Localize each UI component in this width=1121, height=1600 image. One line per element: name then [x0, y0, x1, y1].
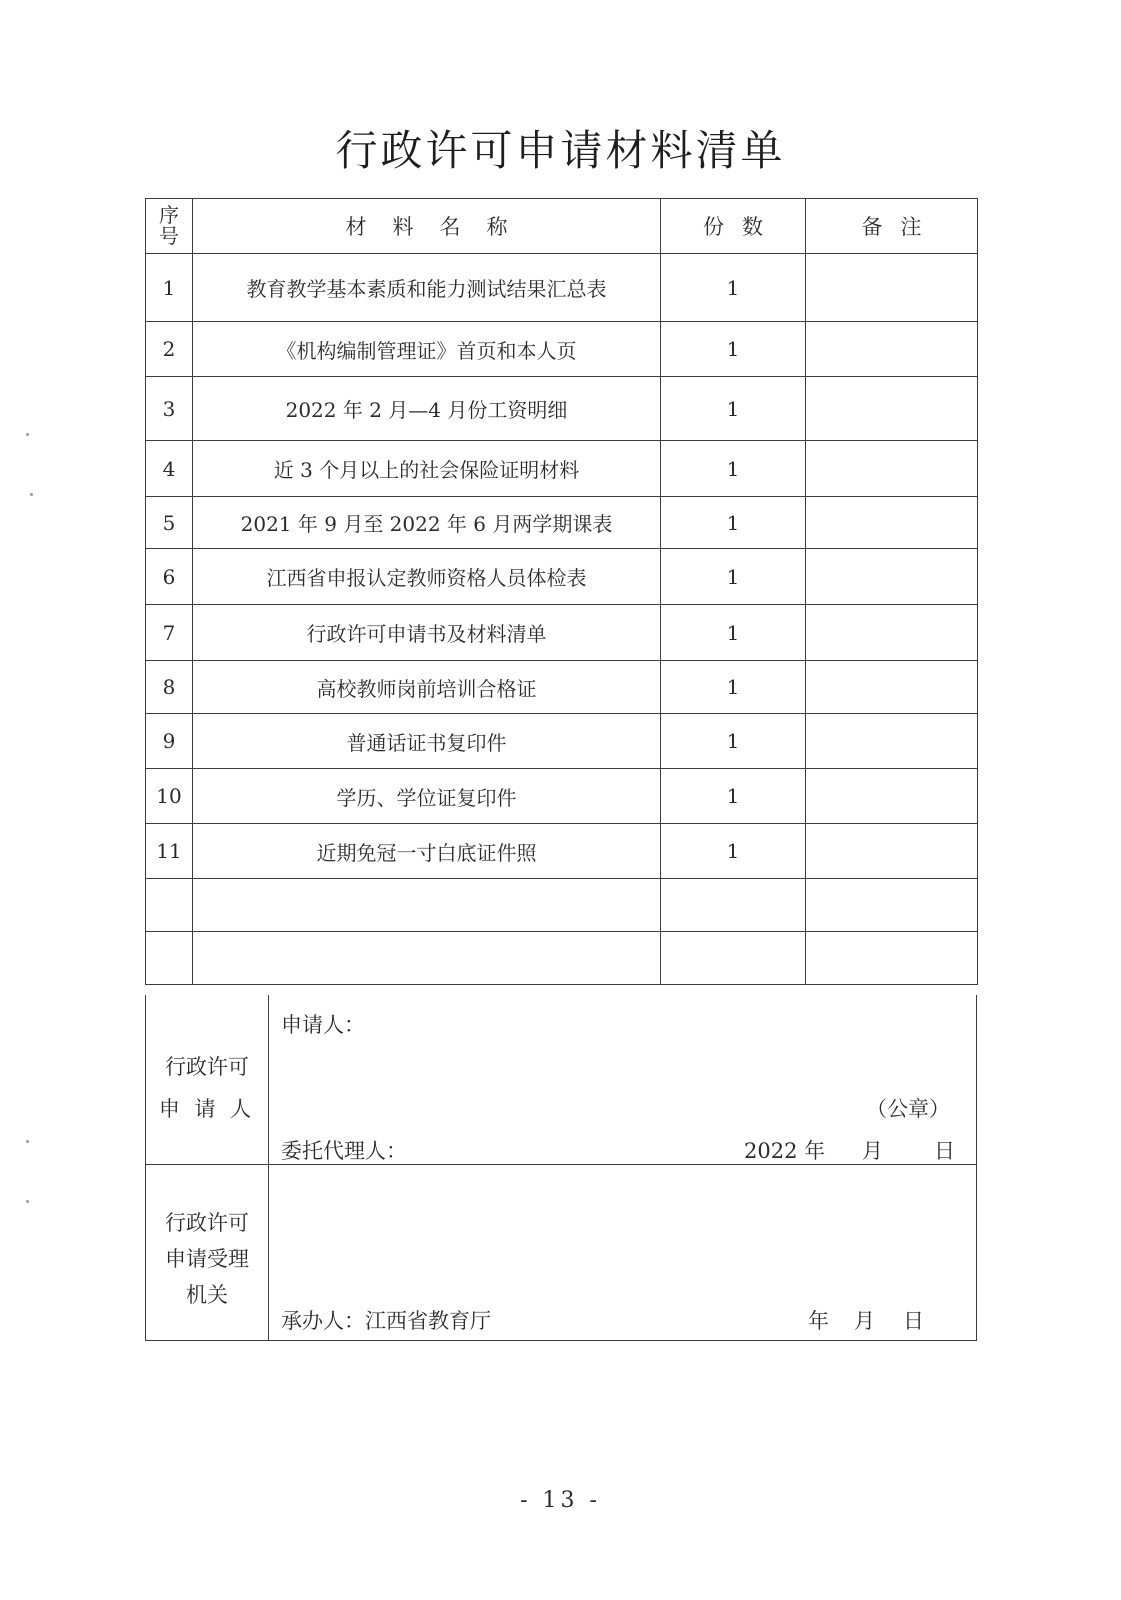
authority-section: [145, 1165, 977, 1341]
row-remark: [806, 549, 978, 605]
row-name: 行政许可申请书及材料清单: [193, 605, 661, 661]
row-name: 学历、学位证复印件: [193, 769, 661, 824]
applicant-date-year: 2022 年: [744, 1139, 826, 1163]
table-row: [146, 377, 978, 441]
row-name: 高校教师岗前培训合格证: [193, 661, 661, 714]
header-seq: [146, 199, 193, 254]
row-copies: 1: [661, 605, 806, 661]
row-seq: 2: [146, 322, 193, 377]
row-name: 2022 年 2 月—4 月份工资明细: [193, 377, 661, 441]
header-remark: 备注: [806, 199, 978, 254]
table-row: [146, 497, 978, 549]
row-seq: 7: [146, 605, 193, 661]
applicant-section-label: [146, 995, 269, 1164]
authority-section-label: [146, 1165, 269, 1340]
row-remark: [806, 254, 978, 322]
authority-label-line2: 申请受理: [165, 1247, 249, 1271]
table-row: [146, 441, 978, 497]
row-remark: [806, 824, 978, 879]
applicant-field-label: 申请人：: [281, 1013, 365, 1037]
row-seq: 1: [146, 254, 193, 322]
row-copies: 1: [661, 377, 806, 441]
page-title: 行政许可申请材料清单: [335, 126, 786, 175]
scan-speck: [30, 493, 33, 496]
row-remark: [806, 441, 978, 497]
agent-field-label: 委托代理人：: [281, 1139, 407, 1163]
table-row-empty: [146, 879, 978, 932]
table-row: [146, 322, 978, 377]
row-name: [193, 879, 661, 932]
row-remark: [806, 879, 978, 932]
scan-speck: [26, 1200, 29, 1203]
row-name: 2021 年 9 月至 2022 年 6 月两学期课表: [193, 497, 661, 549]
page-number: - 13 -: [520, 1488, 601, 1513]
row-copies: 1: [661, 769, 806, 824]
table-header-row: [146, 199, 978, 254]
row-remark: [806, 932, 978, 985]
table-row-empty: [146, 932, 978, 985]
authority-date-month: 月: [854, 1309, 875, 1333]
row-remark: [806, 714, 978, 769]
header-seq-text: 序号: [159, 203, 179, 248]
handler-field: 承办人：江西省教育厅: [281, 1309, 491, 1333]
row-copies: [661, 932, 806, 985]
row-seq: 8: [146, 661, 193, 714]
row-name: 近期免冠一寸白底证件照: [193, 824, 661, 879]
row-copies: 1: [661, 661, 806, 714]
table-row: [146, 605, 978, 661]
authority-label-line3: 机关: [186, 1283, 228, 1307]
row-remark: [806, 497, 978, 549]
table-row: [146, 549, 978, 605]
scan-speck: [26, 433, 29, 436]
table-row: [146, 769, 978, 824]
row-name: 教育教学基本素质和能力测试结果汇总表: [193, 254, 661, 322]
table-row: [146, 824, 978, 879]
applicant-label-line1: 行政许可: [165, 1055, 249, 1079]
row-seq: 6: [146, 549, 193, 605]
row-remark: [806, 769, 978, 824]
applicant-date-day: 日: [934, 1139, 955, 1163]
row-name: 《机构编制管理证》首页和本人页: [193, 322, 661, 377]
row-seq: 3: [146, 377, 193, 441]
row-seq: 11: [146, 824, 193, 879]
authority-date-year: 年: [808, 1309, 829, 1333]
header-copies: 份数: [661, 199, 806, 254]
applicant-date-month: 月: [862, 1139, 883, 1163]
row-copies: 1: [661, 322, 806, 377]
applicant-label-line2: 申 请 人: [158, 1097, 256, 1121]
row-seq: 9: [146, 714, 193, 769]
authority-date-day: 日: [903, 1309, 924, 1333]
row-seq: 4: [146, 441, 193, 497]
row-name: 江西省申报认定教师资格人员体检表: [193, 549, 661, 605]
row-name: 近 3 个月以上的社会保险证明材料: [193, 441, 661, 497]
row-copies: 1: [661, 824, 806, 879]
table-row: [146, 714, 978, 769]
header-name: 材料名称: [193, 199, 661, 254]
row-remark: [806, 605, 978, 661]
authority-label-line1: 行政许可: [165, 1211, 249, 1235]
row-name: 普通话证书复印件: [193, 714, 661, 769]
materials-table: [145, 198, 978, 985]
row-seq: [146, 879, 193, 932]
row-seq: 10: [146, 769, 193, 824]
table-row: [146, 661, 978, 714]
row-copies: 1: [661, 714, 806, 769]
row-remark: [806, 322, 978, 377]
row-copies: [661, 879, 806, 932]
row-copies: 1: [661, 549, 806, 605]
applicant-section: [145, 995, 977, 1165]
scan-speck: [26, 1140, 29, 1143]
official-seal-label: （公章）: [866, 1097, 950, 1121]
row-remark: [806, 661, 978, 714]
row-seq: [146, 932, 193, 985]
row-copies: 1: [661, 254, 806, 322]
row-remark: [806, 377, 978, 441]
row-name: [193, 932, 661, 985]
row-copies: 1: [661, 497, 806, 549]
row-seq: 5: [146, 497, 193, 549]
table-row: [146, 254, 978, 322]
row-copies: 1: [661, 441, 806, 497]
